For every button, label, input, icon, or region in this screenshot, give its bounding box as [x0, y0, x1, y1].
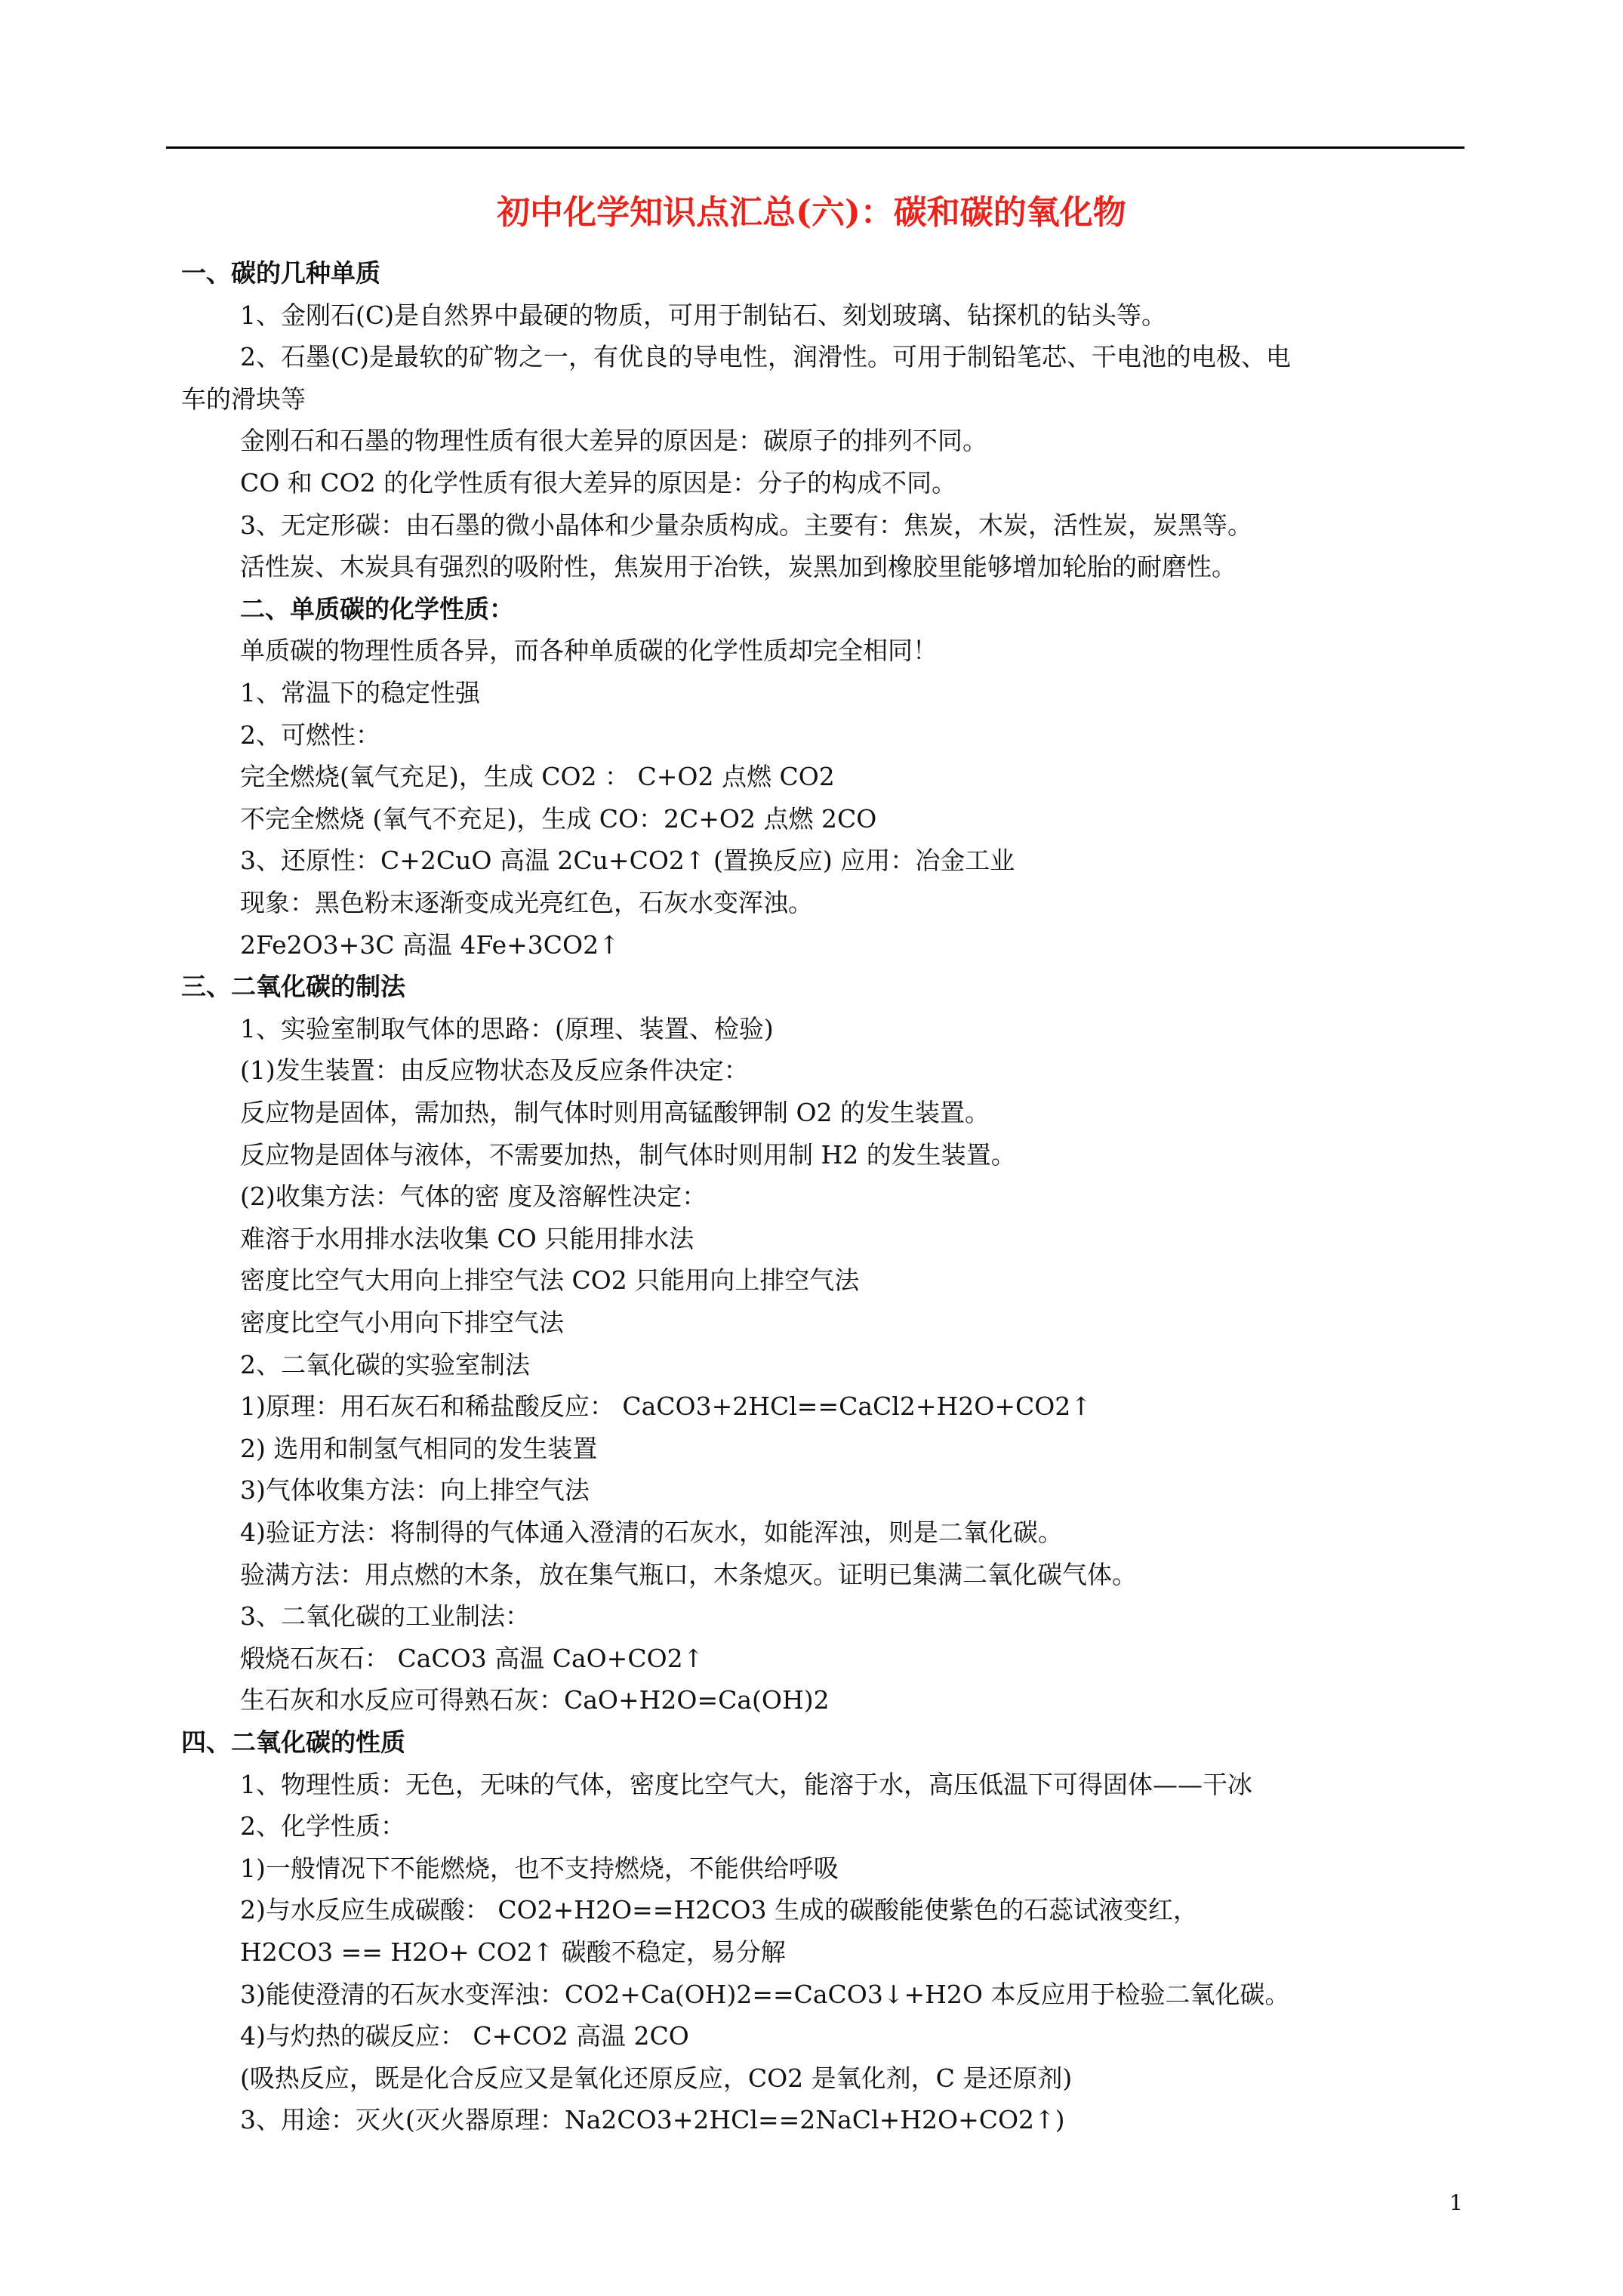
text-line: 2、可燃性：: [240, 720, 380, 750]
text-line: 反应物是固体，需加热，制气体时则用高锰酸钾制 O2 的发生装置。: [240, 1098, 990, 1127]
text-line: 1)原理：用石灰石和稀盐酸反应： CaCO3+2HCl==CaCl2+H2O+CO2↑: [240, 1391, 1092, 1422]
text-line: 2)与水反应生成碳酸： CO2+H2O==H2CO3 生成的碳酸能使紫色的石蕊试液变红，: [240, 1895, 1199, 1925]
text-line: 1、金刚石(C)是自然界中最硬的物质，可用于制钻石、刻划玻璃、钻探机的钻头等。: [240, 300, 1166, 330]
text-line: 不完全燃烧 (氧气不充足)，生成 CO：2C+O2 点燃 2CO: [240, 803, 877, 834]
text-line: 验满方法：用点燃的木条，放在集气瓶口，木条熄灭。证明已集满二氧化碳气体。: [240, 1559, 1137, 1589]
text-line: (吸热反应，既是化合反应又是氧化还原反应，CO2 是氧化剂，C 是还原剂): [240, 2063, 1073, 2093]
text-line: 3)气体收集方法：向上排空气法: [240, 1475, 590, 1505]
section-heading: 一、碳的几种单质: [181, 258, 380, 288]
text-line: (2)收集方法：气体的密 度及溶解性决定：: [240, 1182, 707, 1212]
text-line: (1)发生装置：由反应物状态及反应条件决定：: [240, 1056, 749, 1086]
text-line: 生石灰和水反应可得熟石灰：CaO+H2O=Ca(OH)2: [240, 1685, 830, 1715]
text-line: 完全燃烧(氧气充足)，生成 CO2 ： C+O2 点燃 CO2: [240, 762, 835, 792]
text-line: 2、化学性质：: [240, 1811, 405, 1841]
text-line: 3、用途：灭火(灭火器原理：Na2CO3+2HCl==2NaCl+H2O+CO2↑): [240, 2105, 1065, 2135]
text-line: 难溶于水用排水法收集 CO 只能用排水法: [240, 1223, 694, 1253]
text-line: 1、常温下的稳定性强: [240, 678, 480, 707]
text-line: 单质碳的物理性质各异，而各种单质碳的化学性质却完全相同！: [240, 636, 938, 666]
document-title: 初中化学知识点汇总(六)：碳和碳的氧化物: [497, 193, 1126, 232]
text-line: 2、石墨(C)是最软的矿物之一，有优良的导电性，润滑性。可用于制铅笔芯、干电池的电极、电: [240, 342, 1291, 372]
text-line: 4)与灼热的碳反应： C+CO2 高温 2CO: [240, 2021, 689, 2051]
header-rule: [166, 146, 1464, 149]
text-line: 1)一般情况下不能燃烧，也不支持燃烧，不能供给呼吸: [240, 1853, 839, 1883]
text-line: 车的滑块等: [181, 384, 306, 414]
text-line: 4)验证方法：将制得的气体通入澄清的石灰水，如能浑浊，则是二氧化碳。: [240, 1518, 1063, 1547]
text-line: 金刚石和石墨的物理性质有很大差异的原因是：碳原子的排列不同。: [240, 426, 987, 456]
text-line: H2CO3 == H2O+ CO2↑ 碳酸不稳定，易分解: [240, 1937, 786, 1967]
page-number: 1: [1449, 2190, 1463, 2215]
section-heading: 二、单质碳的化学性质：: [240, 593, 514, 624]
text-line: 3、二氧化碳的工业制法：: [240, 1601, 530, 1632]
text-line: 1、物理性质：无色，无味的气体，密度比空气大，能溶于水，高压低温下可得固体——干冰: [240, 1769, 1252, 1799]
text-line: 密度比空气小用向下排空气法: [240, 1308, 564, 1337]
text-line: 密度比空气大用向上排空气法 CO2 只能用向上排空气法: [240, 1265, 860, 1296]
text-line: CO 和 CO2 的化学性质有很大差异的原因是：分子的构成不同。: [240, 468, 957, 498]
text-line: 3、无定形碳：由石墨的微小晶体和少量杂质构成。主要有：焦炭，木炭，活性炭，炭黑等。: [240, 510, 1252, 540]
text-line: 2Fe2O3+3C 高温 4Fe+3CO2↑: [240, 929, 620, 960]
text-line: 3)能使澄清的石灰水变浑浊：CO2+Ca(OH)2==CaCO3↓+H2O 本反应用于检验二氧化碳。: [240, 1979, 1290, 2009]
text-line: 1、实验室制取气体的思路：(原理、装置、检验): [240, 1013, 774, 1043]
text-line: 3、还原性：C+2CuO 高温 2Cu+CO2↑ (置换反应) 应用：冶金工业: [240, 846, 1015, 876]
text-line: 现象：黑色粉末逐渐变成光亮红色，石灰水变浑浊。: [240, 888, 813, 917]
text-line: 活性炭、木炭具有强烈的吸附性，焦炭用于冶铁，炭黑加到橡胶里能够增加轮胎的耐磨性。: [240, 552, 1236, 582]
text-line: 煅烧石灰石： CaCO3 高温 CaO+CO2↑: [240, 1643, 704, 1673]
text-line: 反应物是固体与液体，不需要加热，制气体时则用制 H2 的发生装置。: [240, 1139, 1016, 1170]
text-line: 2) 选用和制氢气相同的发生装置: [240, 1433, 598, 1463]
text-line: 2、二氧化碳的实验室制法: [240, 1349, 530, 1379]
section-heading: 三、二氧化碳的制法: [181, 972, 405, 1002]
section-heading: 四、二氧化碳的性质: [181, 1727, 405, 1757]
